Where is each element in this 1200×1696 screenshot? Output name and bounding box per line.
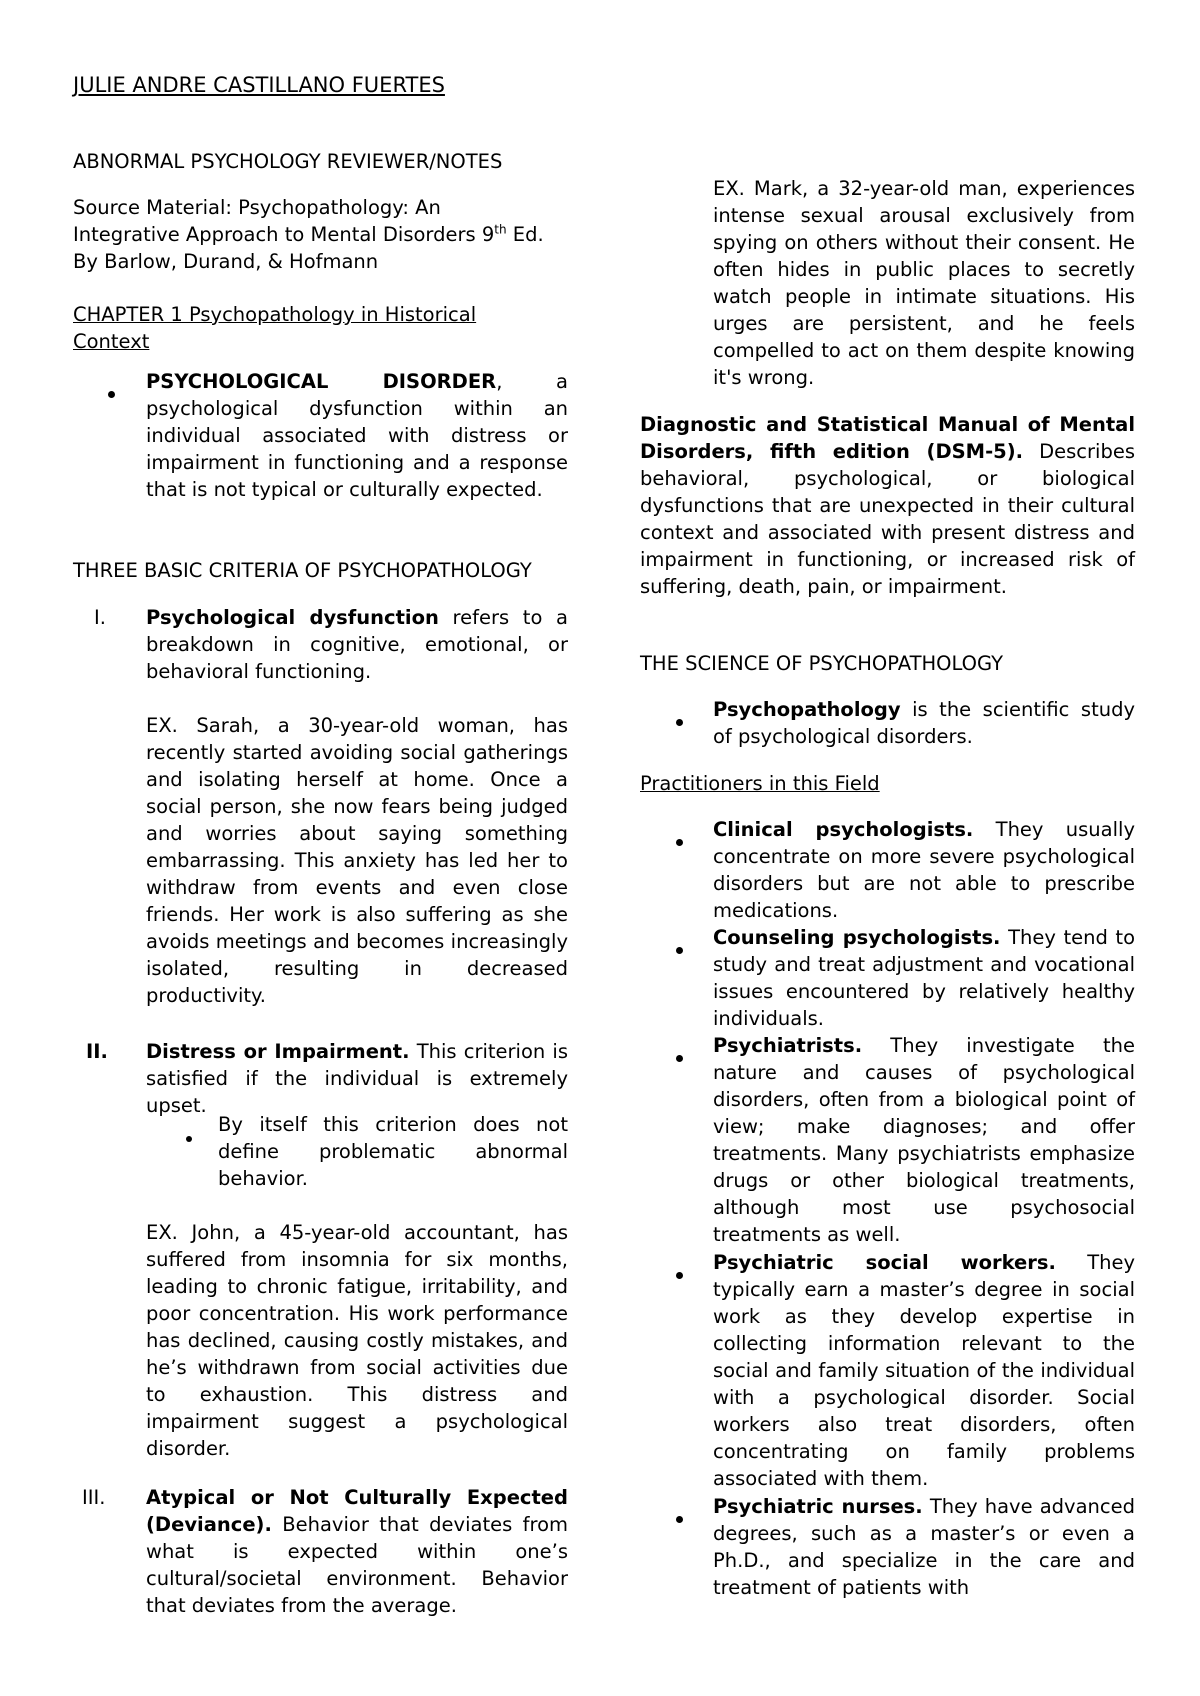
criterion-numeral: III. [82,1486,106,1509]
source-line-3: By Barlow, Durand, & Hofmann [73,250,379,273]
bullet-dot-icon [676,1503,683,1530]
bullet-dot-icon [186,1122,192,1149]
source-line-1: Source Material: Psychopathology: An [73,196,441,219]
practitioner-item: Psychiatric nurses. They have advanced degrees, such as a master’s or even a Ph.D., and specialize in the care and treatment of patients with [713,1495,1135,1599]
criterion-numeral: I. [94,606,106,629]
source-line-2: Integrative Approach to Mental Disorders 9th Ed. [73,222,544,246]
criterion-numeral: II. [86,1040,108,1063]
bullet-dot-icon [108,378,115,405]
bullet-dot-icon [676,826,683,853]
criterion-2: Distress or Impairment. This criterion is satisfied if the individual is extremely upset. [146,1040,569,1117]
mark-example: EX. Mark, a 32-year-old man, experiences intense sexual arousal exclusively from spying on others without their consent. He often hides in public places to secretly watch people in intimate situations. His urges are persistent, and he feels compelled to act on them despite knowing it's wrong. [713,177,1135,389]
criterion-2-sub-bullet: By itself this criterion does not define problematic abnormal behavior. [218,1113,568,1190]
source-material [73,194,573,275]
psychopathology-definition: Psychopathology is the scientific study of psychological disorders. [713,698,1135,748]
bullet-dot-icon [676,934,683,961]
criterion-1-example: EX. Sarah, a 30-year-old woman, has recently started avoiding social gatherings and isolating herself at home. Once a social person, she now fears being judged and worries about saying something embarrassing. This anxiety has led her to withdraw from events and even close friends. Her work is also suffering as she avoids meetings and becomes increasingly isolated, resulting in decreased productivity. [146,714,568,1007]
practitioner-item: Psychiatric social workers. They typically earn a master’s degree in social work as they develop expertise in collecting information relevant to the social and family situation of the individual with a psychological disorder. Social workers also treat disorders, often concentrating on family problems associated with them. [713,1251,1135,1490]
dsm-definition: Diagnostic and Statistical Manual of Mental Disorders, fifth edition (DSM-5). Describes behavioral, psychological, or biological dysfunctions that are unexpected in their cultural context and associated with present distress and impairment in functioning, or increased risk of suffering, death, pain, or impairment. [640,413,1135,598]
criterion-1: Psychological dysfunction refers to a breakdown in cognitive, emotional, or behavioral functioning. [146,606,568,683]
practitioner-item: Counseling psychologists. They tend to study and treat adjustment and vocational issues encountered by relatively healthy individuals. [713,926,1136,1030]
author-name: JULIE ANDRE CASTILLANO FUERTES [73,73,445,97]
practitioner-item: Clinical psychologists. They usually concentrate on more severe psychological disorders but are not able to prescribe medications. [713,818,1135,922]
bullet-dot-icon [676,706,683,733]
practitioners-heading: Practitioners in this Field [640,772,880,795]
bullet-dot-icon [676,1042,683,1069]
psych-disorder-definition: PSYCHOLOGICAL DISORDER, a psychological dysfunction within an individual associated with distress or impairment in functioning and a response that is not typical or culturally expected. [146,370,568,501]
chapter-heading: CHAPTER 1 Psychopathology in Historical Context [73,303,477,353]
criteria-heading: THREE BASIC CRITERIA OF PSYCHOPATHOLOGY [73,559,532,582]
practitioner-item: Psychiatrists. They investigate the nature and causes of psychological disorders, often from a biological point of view; make diagnoses; and offer treatments. Many psychiatrists emphasize drugs or other biological treatments, although most use psychosocial treatments as well. [713,1034,1135,1246]
bullet-dot-icon [676,1259,683,1286]
science-heading: THE SCIENCE OF PSYCHOPATHOLOGY [640,652,1004,675]
criterion-3: Atypical or Not Culturally Expected (Deviance). Behavior that deviates from what is expected within one’s cultural/societal environment. Behavior that deviates from the average. [146,1486,568,1617]
criterion-2-example: EX. John, a 45-year-old accountant, has suffered from insomnia for six months, leading to chronic fatigue, irritability, and poor concentration. His work performance has declined, causing costly mistakes, and he’s withdrawn from social activities due to exhaustion. This distress and impairment suggest a psychological disorder. [146,1221,568,1460]
document-title: ABNORMAL PSYCHOLOGY REVIEWER/NOTES [73,150,503,173]
